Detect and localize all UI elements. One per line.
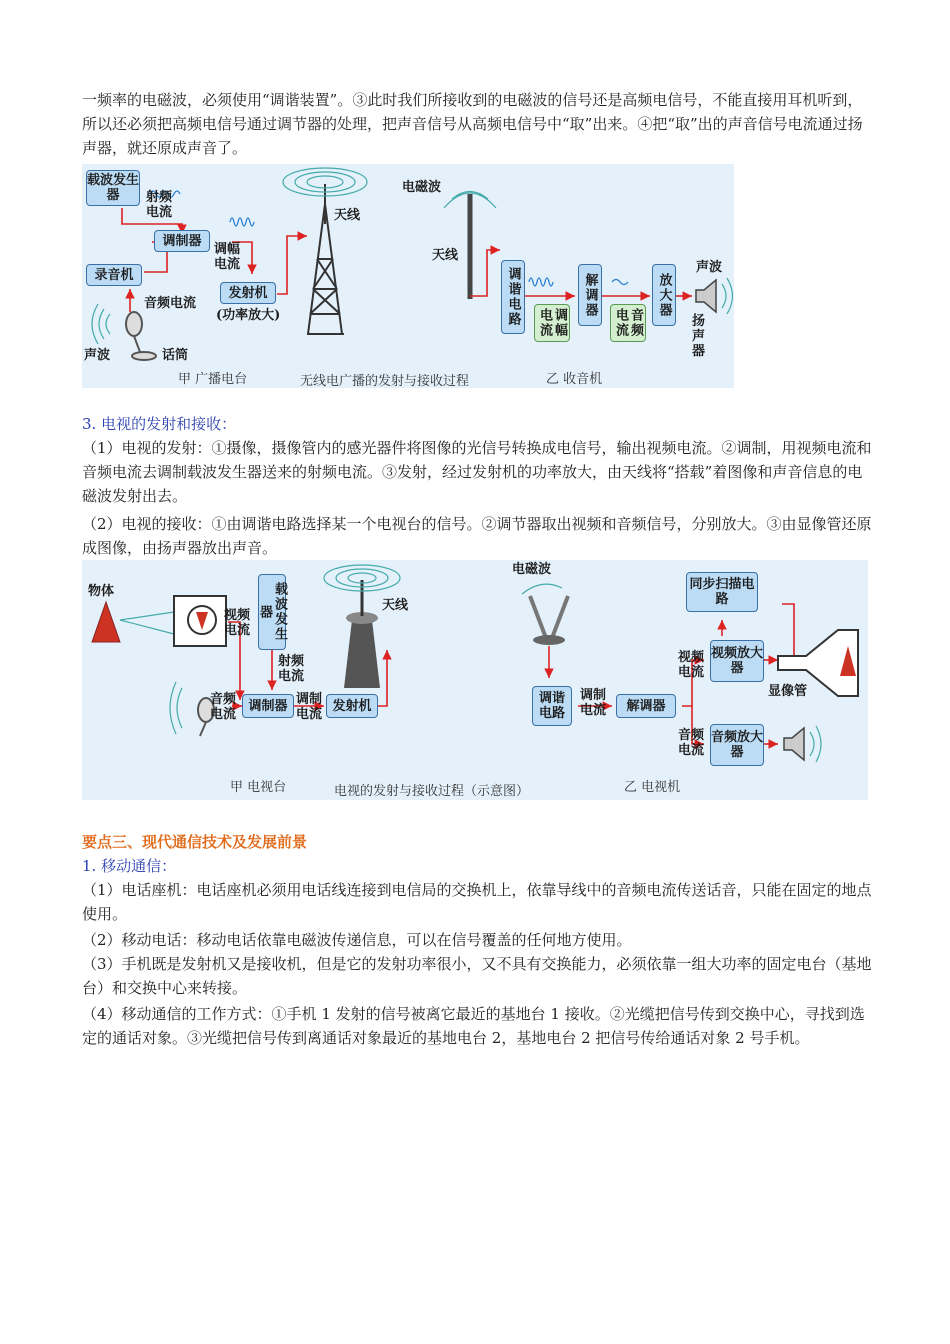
radio-left-caption: 甲 广播电台 (178, 372, 248, 387)
tv-paragraph-2: （2）电视的接收：①由调谐电路选择某一个电视台的信号。②调节器取出视频和音频信号，分别放大。③由显像管还原成图像，由扬声器放出声音。 (82, 515, 872, 557)
intro-paragraph: 一频率的电磁波，必须使用“调谐装置”。③此时我们所接收到的电磁波的信号还是高频电信号，不能直接用耳机听到，所以还必须把高频电信号通过调节器的处理，把声音信号从高频电信号中“取”出来。④把“取”出的声音信号电流通过扬声器，就还原成声音了。 (82, 91, 863, 157)
radio-figure (82, 164, 734, 388)
radio-microphone-label: 话筒 (162, 348, 189, 363)
radio-right-caption: 乙 收音机 (546, 372, 603, 387)
tv-audio-current-rx-label: 音频电流 (678, 728, 705, 758)
radio-antenna-tx-label: 天线 (334, 208, 361, 223)
tv-picture-tube-label: 显像管 (768, 684, 808, 699)
radio-audio-current-rx-box: 音频电流 (610, 304, 646, 342)
mobile-item: （1）电话座机：电话座机必须用电话线连接到电信局的交换机上，依靠导线中的音频电流传送话音，只能在固定的地点使用。 (82, 881, 872, 923)
tv-antenna-label: 天线 (382, 598, 409, 613)
radio-am-current-rx-box: 调幅电流 (534, 304, 570, 342)
radio-modulator-box: 调制器 (154, 230, 210, 252)
tv-mod-current-label: 调制电流 (296, 692, 323, 722)
tv-audio-amp-box: 音频放大器 (710, 724, 764, 766)
radio-rf-current-label: 射频电流 (146, 190, 173, 220)
tv-transmitter-box: 发射机 (326, 694, 378, 718)
tv-heading: 3. 电视的发射和接收： (82, 415, 237, 433)
radio-sound-wave-rx-label: 声波 (696, 260, 723, 275)
tv-rf-current-label: 射频电流 (278, 654, 305, 684)
radio-figure-title: 无线电广播的发射与接收过程 (300, 374, 470, 389)
radio-antenna-rx-label: 天线 (432, 248, 459, 263)
radio-carrier-box: 载波发生器 (86, 170, 140, 206)
mobile-item: （3）手机既是发射机又是接收机，但是它的发射功率很小，又不具有交换能力，必须依靠一组大功率的固定电台（基地台）和交换中心来转接。 (82, 955, 872, 997)
radio-tuner-box: 调谐电路 (501, 260, 525, 334)
tv-em-wave-label: 电磁波 (512, 562, 552, 577)
radio-em-wave-label: 电磁波 (402, 180, 442, 195)
mobile-item: （4）移动通信的工作方式：①手机 1 发射的信号被离它最近的基地台 1 接收。②光缆把信号传到交换中心，寻找到选定的通话对象。③光缆把信号传到离通话对象最近的基地电台 2，基地电台 2 把信号传给通话对象 2 号手机。 (82, 1005, 865, 1047)
tv-sync-scan-box: 同步扫描电路 (686, 572, 758, 612)
tv-object-label: 物体 (88, 584, 115, 599)
radio-demodulator-box: 解调器 (578, 264, 602, 326)
radio-amplifier-box: 放大器 (652, 264, 676, 326)
radio-recorder-box: 录音机 (86, 264, 142, 286)
radio-power-amp-label: (功率放大) (216, 308, 281, 323)
mobile-item: （2）移动电话：移动电话依靠电磁波传递信息，可以在信号覆盖的任何地方使用。 (82, 931, 632, 949)
radio-am-current-label: 调幅电流 (214, 242, 241, 272)
tv-modulator-box: 调制器 (242, 694, 294, 718)
section3-heading: 要点三、现代通信技术及发展前景 (82, 833, 308, 851)
tv-audio-current-label: 音频电流 (210, 692, 237, 722)
tv-demodulator-box: 解调器 (616, 694, 676, 718)
radio-audio-current-label: 音频电流 (144, 296, 197, 311)
tv-video-amp-box: 视频放大器 (710, 640, 764, 682)
mobile-heading: 1. 移动通信： (82, 857, 177, 875)
tv-mod-current-rx-label: 调制电流 (580, 688, 607, 718)
tv-figure (82, 560, 868, 800)
radio-sound-wave-tx-label: 声波 (84, 348, 111, 363)
tv-left-caption: 甲 电视台 (230, 780, 287, 795)
tv-video-current-label: 视频电流 (224, 608, 251, 638)
tv-video-current-rx-label: 视频电流 (678, 650, 705, 680)
tv-figure-title: 电视的发射与接收过程（示意图） (334, 784, 530, 799)
tv-carrier-box: 载波发生器 (258, 574, 286, 650)
radio-transmitter-box: 发射机 (220, 282, 276, 304)
tv-right-caption: 乙 电视机 (624, 780, 681, 795)
radio-speaker-label: 扬声器 (692, 314, 706, 359)
tv-paragraph-1: （1）电视的发射：①摄像，摄像管内的感光器件将图像的光信号转换成电信号，输出视频电流。②调制，用视频电流和音频电流去调制载波发生器送来的射频电流。③发射，经过发射机的功率放大，由天线将“搭载”着图像和声音信息的电磁波发射出去。 (82, 439, 872, 505)
tv-tuner-box: 调谐电路 (532, 686, 572, 726)
